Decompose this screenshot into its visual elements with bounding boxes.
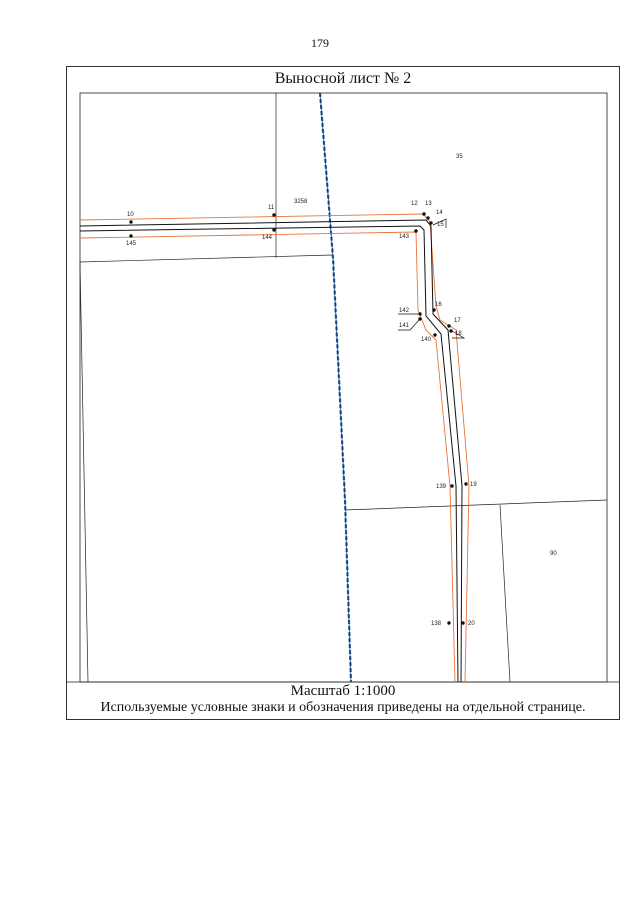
point-label: 10 bbox=[127, 212, 134, 218]
point-label: 14 bbox=[436, 210, 443, 216]
point-marker bbox=[447, 621, 450, 624]
point-label: 17 bbox=[454, 318, 461, 324]
point-label: 15 bbox=[437, 222, 444, 228]
point-marker bbox=[432, 308, 435, 311]
zone-inner-line bbox=[80, 232, 455, 682]
point-label: 144 bbox=[262, 235, 273, 241]
point-marker bbox=[418, 312, 421, 315]
point-marker bbox=[272, 228, 275, 231]
point-label: 138 bbox=[431, 621, 442, 627]
point-label: 18 bbox=[455, 331, 462, 337]
point-label: 145 bbox=[126, 241, 137, 247]
map-frame bbox=[80, 93, 607, 682]
point-marker bbox=[447, 324, 450, 327]
point-marker bbox=[129, 234, 132, 237]
boundary-line bbox=[80, 255, 332, 262]
zone-outer-line bbox=[80, 214, 469, 682]
parcel-label-3258: 3258 bbox=[294, 199, 308, 205]
point-marker bbox=[422, 212, 425, 215]
point-marker bbox=[414, 229, 417, 232]
point-label: 13 bbox=[425, 201, 432, 207]
boundary-line bbox=[345, 500, 607, 510]
page-number: 179 bbox=[311, 36, 329, 50]
point-label: 16 bbox=[435, 302, 442, 308]
point-label: 140 bbox=[421, 337, 432, 343]
point-marker bbox=[129, 220, 132, 223]
point-label: 139 bbox=[436, 484, 447, 490]
blue-boundary-core bbox=[320, 93, 351, 682]
point-label: 11 bbox=[268, 205, 275, 211]
sheet-title: Выносной лист № 2 bbox=[274, 70, 412, 87]
point-label: 142 bbox=[399, 308, 410, 314]
point-marker bbox=[429, 221, 432, 224]
boundary-line bbox=[500, 505, 510, 682]
point-label: 20 bbox=[468, 621, 475, 627]
point-marker bbox=[272, 213, 275, 216]
point-marker bbox=[450, 484, 453, 487]
point-label: 19 bbox=[470, 482, 477, 488]
parcel-label-90: 90 bbox=[550, 551, 557, 557]
road-line bbox=[80, 220, 462, 682]
parcel-boundaries bbox=[80, 93, 607, 682]
parcel-label-35: 35 bbox=[456, 154, 463, 160]
point-label: 143 bbox=[399, 234, 410, 240]
road-line bbox=[80, 226, 458, 682]
point-label: 12 bbox=[411, 201, 418, 207]
boundary-line bbox=[80, 262, 88, 682]
scale-label: Масштаб 1:1000 bbox=[290, 683, 396, 699]
point-marker bbox=[433, 333, 436, 336]
legend-note: Используемые условные знаки и обозначения приведены на отдельной странице. bbox=[100, 700, 586, 715]
zone-lines bbox=[80, 214, 469, 682]
point-marker bbox=[464, 482, 467, 485]
road-lines bbox=[80, 220, 462, 682]
point-marker bbox=[426, 216, 429, 219]
point-marker bbox=[461, 621, 464, 624]
point-label: 141 bbox=[399, 323, 410, 329]
blue-boundary-line bbox=[320, 93, 351, 682]
